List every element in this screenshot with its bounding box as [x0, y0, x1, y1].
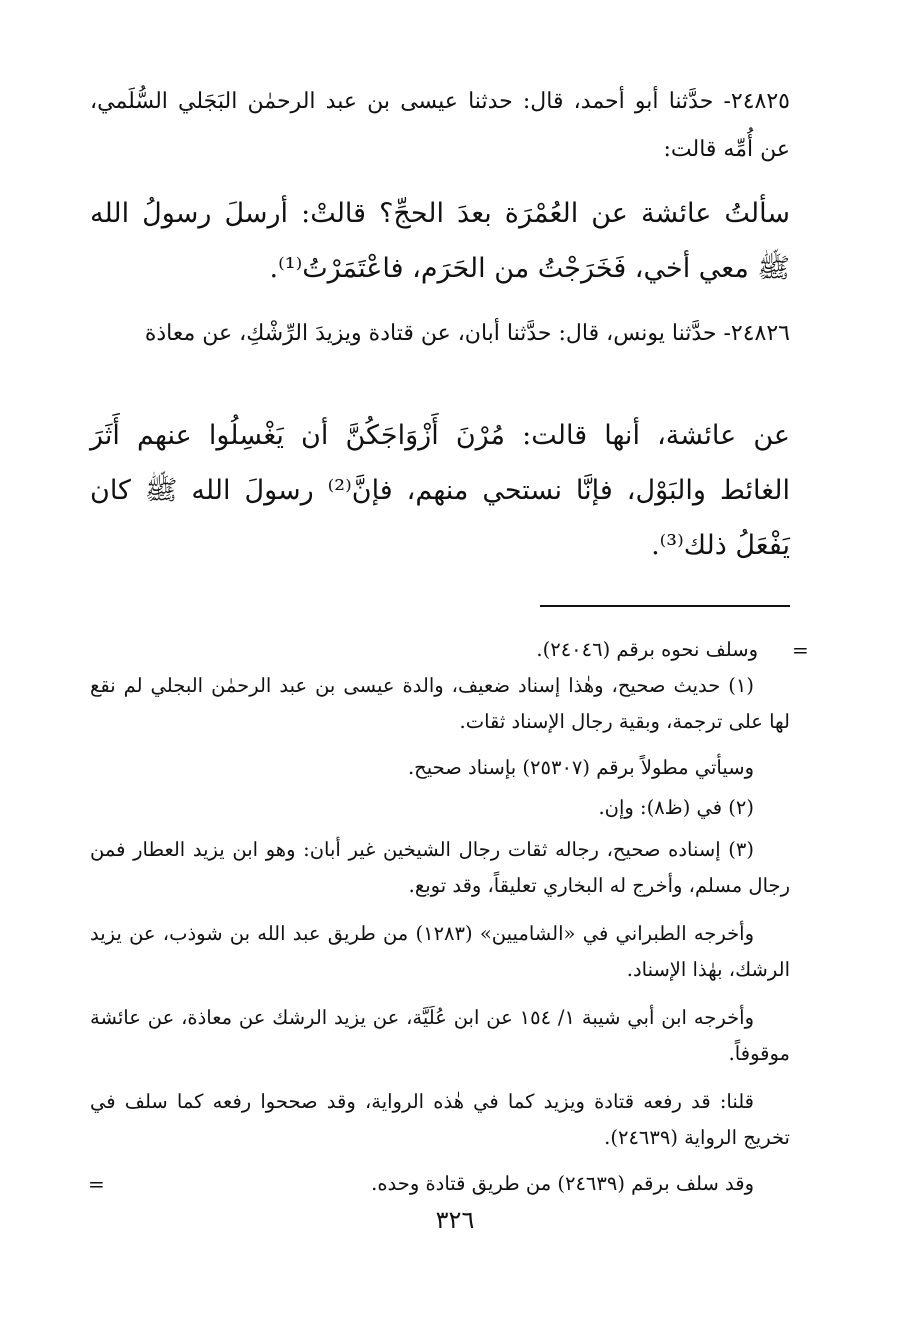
hadith-2-matn: عن عائشة، أنها قالت: مُرْنَ أَزْوَاجَكُنَّ أن يَغْسِلُوا عنهم أَثَرَ الغائط والبَوْل، فإنَّا نستحي منهم، فإنَّ⁽²⁾ رسولَ الله ﷺ كان يَفْعَلُ ذلك⁽³⁾. [90, 420, 790, 561]
continuation-mark-bottom: = [88, 1172, 105, 1196]
hadith-1-matn: سألتُ عائشة عن العُمْرَة بعدَ الحجِّ؟ قالتْ: أرسلَ رسولُ الله ﷺ معي أخي، فَخَرَجْتُ من الحَرَم، فاعْتَمَرْتُ⁽¹⁾. [90, 198, 790, 284]
hadith-1-isnad: ٢٤٨٢٥- حدَّثنا أبو أحمد، قال: حدثنا عيسى بن عبد الرحمٰن البَجَلي السُّلَمي، عن أُمِّه قالت: [90, 89, 790, 162]
footnote-3-ibn-abi-shaybah: وأخرجه ابن أبي شيبة ١/ ١٥٤ عن ابن عُلَيَّة، عن يزيد الرشك عن معاذة، عن عائشة موقوفاً. [90, 1006, 790, 1065]
hadith-2-isnad: ٢٤٨٢٦- حدَّثنا يونس، قال: حدَّثنا أبان، عن قتادة ويزيدَ الرِّشْكِ، عن معاذة [144, 321, 790, 346]
footnote-1-continued: وسيأتي مطولاً برقم (٢٥٣٠٧) بإسناد صحيح. [407, 756, 754, 779]
footnote-1: (١) حديث صحيح، وهٰذا إسناد ضعيف، والدة عيسى بن عبد الرحمٰن البجلي لم نقع لها على ترجمة، وبقية رجال الإسناد ثقات. [90, 674, 790, 733]
footnote-2: (٢) في (ظ٨): وإن. [598, 796, 754, 819]
footnote-3-qulna: قلنا: قد رفعه قتادة ويزيد كما في هٰذه الرواية، وقد صححوا رفعه كما سلف في تخريج الرواية (٢٤٦٣٩). [90, 1090, 790, 1149]
footnote-3: (٣) إسناده صحيح، رجاله ثقات رجال الشيخين غير أبان: وهو ابن يزيد العطار فمن رجال مسلم، وأخرج له البخاري تعليقاً، وقد توبع. [90, 838, 790, 897]
footnote-divider [540, 605, 790, 607]
footnote-3-salaf: وقد سلف برقم (٢٤٦٣٩) من طريق قتادة وحده. [371, 1172, 754, 1195]
footnote-continued: وسلف نحوه برقم (٢٤٠٤٦). [536, 638, 758, 661]
continuation-mark-top: = [792, 638, 809, 662]
page-number: ٣٢٦ [435, 1206, 475, 1234]
footnote-3-takhrij: وأخرجه الطبراني في «الشاميين» (١٢٨٣) من طريق عبد الله بن شوذب، عن يزيد الرشك، بهٰذا الإسناد. [90, 922, 790, 981]
